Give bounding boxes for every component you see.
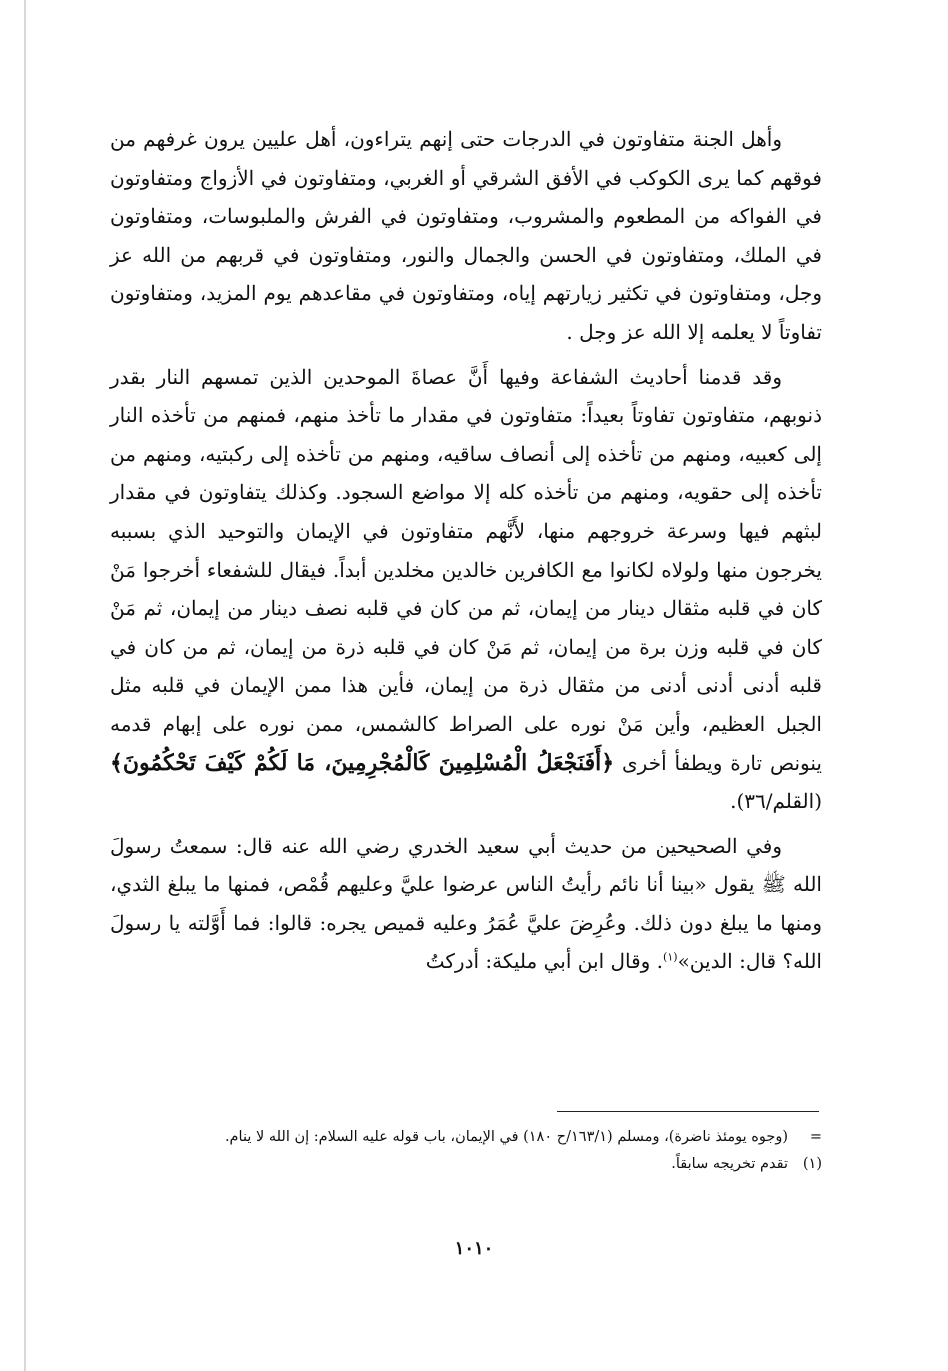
quran-reference: (القلم/٣٦). — [730, 789, 822, 814]
footnote-1-text: تقدم تخريجه سابقاً. — [671, 1156, 788, 1172]
footnote-1-marker: (١) — [802, 1156, 822, 1172]
quran-verse: ﴿أَفَنَجْعَلُ الْمُسْلِمِينَ كَالْمُجْرِمِينَ، مَا لَكُمْ كَيْفَ تَحْكُمُونَ﴾ — [110, 749, 615, 776]
footnote-continuation-text: (وجوه يومئذ ناضرة)، ومسلم (١٦٣/١/ح ١٨٠) في الإيمان، باب قوله عليه السلام: إن الله لا ينام. — [224, 1129, 788, 1145]
footnotes — [110, 1124, 822, 1178]
page-number: ١٠١٠ — [454, 1238, 494, 1259]
page-binding-edge — [24, 0, 26, 1371]
footnote-1 — [110, 1151, 822, 1178]
footnote-divider — [557, 1111, 819, 1112]
paragraph-3 — [110, 827, 822, 981]
paragraph-1-text: وأهل الجنة متفاوتون في الدرجات حتى إنهم يتراءون، أهل عليين يرون غرفهم من فوقهم كما يرى الكوكب في الأفق الشرقي أو الغربي، ومتفاوتون في الأزواج ومتفاوتون في الفواكه من المطعوم والمشروب، ومتفاوتون في الفرش والملبوسات، ومتفاوتون في الملك، ومتفاوتون في الحسن والجمال والنور، ومتفاوتون في قربهم من الله عز وجل، ومتفاوتون في تكثير زيارتهم إياه، ومتفاوتون في مقاعدهم يوم المزيد، ومتفاوتون تفاوتاً لا يعلمه إلا الله عز وجل . — [110, 127, 822, 344]
paragraph-2-text: وقد قدمنا أحاديث الشفاعة وفيها أَنَّ عصاةَ الموحدين الذين تمسهم النار بقدر ذنوبهم، متفاوتون تفاوتاً بعيداً: متفاوتون في مقدار ما تأخذ منهم، فمنهم من تأخذه النار إلى كعبيه، ومنهم من تأخذه إلى أنصاف ساقيه، ومنهم من تأخذه إلى ركبتيه، ومنهم من تأخذه إلى حقويه، ومنهم من تأخذه كله إلا مواضع السجود. وكذلك يتفاوتون في مقدار لبثهم فيها وسرعة خروجهم منها، لأَنَّهم متفاوتون في الإيمان والتوحيد الذي بسببه يخرجون منها ولولاه لكانوا مع الكافرين خالدين مخلدين أبداً. فيقال للشفعاء أخرجوا مَنْ كان في قلبه مثقال دينار من إيمان، ثم من كان في قلبه نصف دينار من إيمان، ثم مَنْ كان في قلبه وزن برة من إيمان، ثم مَنْ كان في قلبه ذرة من إيمان، ثم من كان في قلبه أدنى أدنى أدنى من مثقال ذرة من إيمان، فأين هذا ممن الإيمان في قلبه مثل الجبل العظيم، وأين مَنْ نوره على الصراط كالشمس، ممن نوره على إبهام قدمه ينونص تارة ويطفأ أخرى — [110, 364, 822, 775]
paragraph-2 — [110, 358, 822, 821]
paragraph-3-end: . وقال ابن أبي مليكة: أدركتُ — [425, 949, 664, 974]
main-text — [110, 120, 822, 981]
footnote-continuation-marker: = — [809, 1129, 822, 1145]
footnote-continuation — [110, 1124, 822, 1151]
footnote-reference: (١) — [663, 950, 678, 964]
paragraph-1 — [110, 120, 822, 352]
paragraph-3-text: وفي الصحيحين من حديث أبي سعيد الخدري رضي الله عنه قال: سمعتُ رسولَ الله ﷺ يقول «بينا أنا نائم رأيتُ الناس عرضوا عليَّ وعليهم قُمْص، فمنها ما يبلغ الثدي، ومنها ما يبلغ دون ذلك. وعُرِضَ عليَّ عُمَرُ وعليه قميص يجره: قالوا: فما أَوَّلته يا رسولَ الله؟ قال: الدين» — [110, 833, 822, 974]
